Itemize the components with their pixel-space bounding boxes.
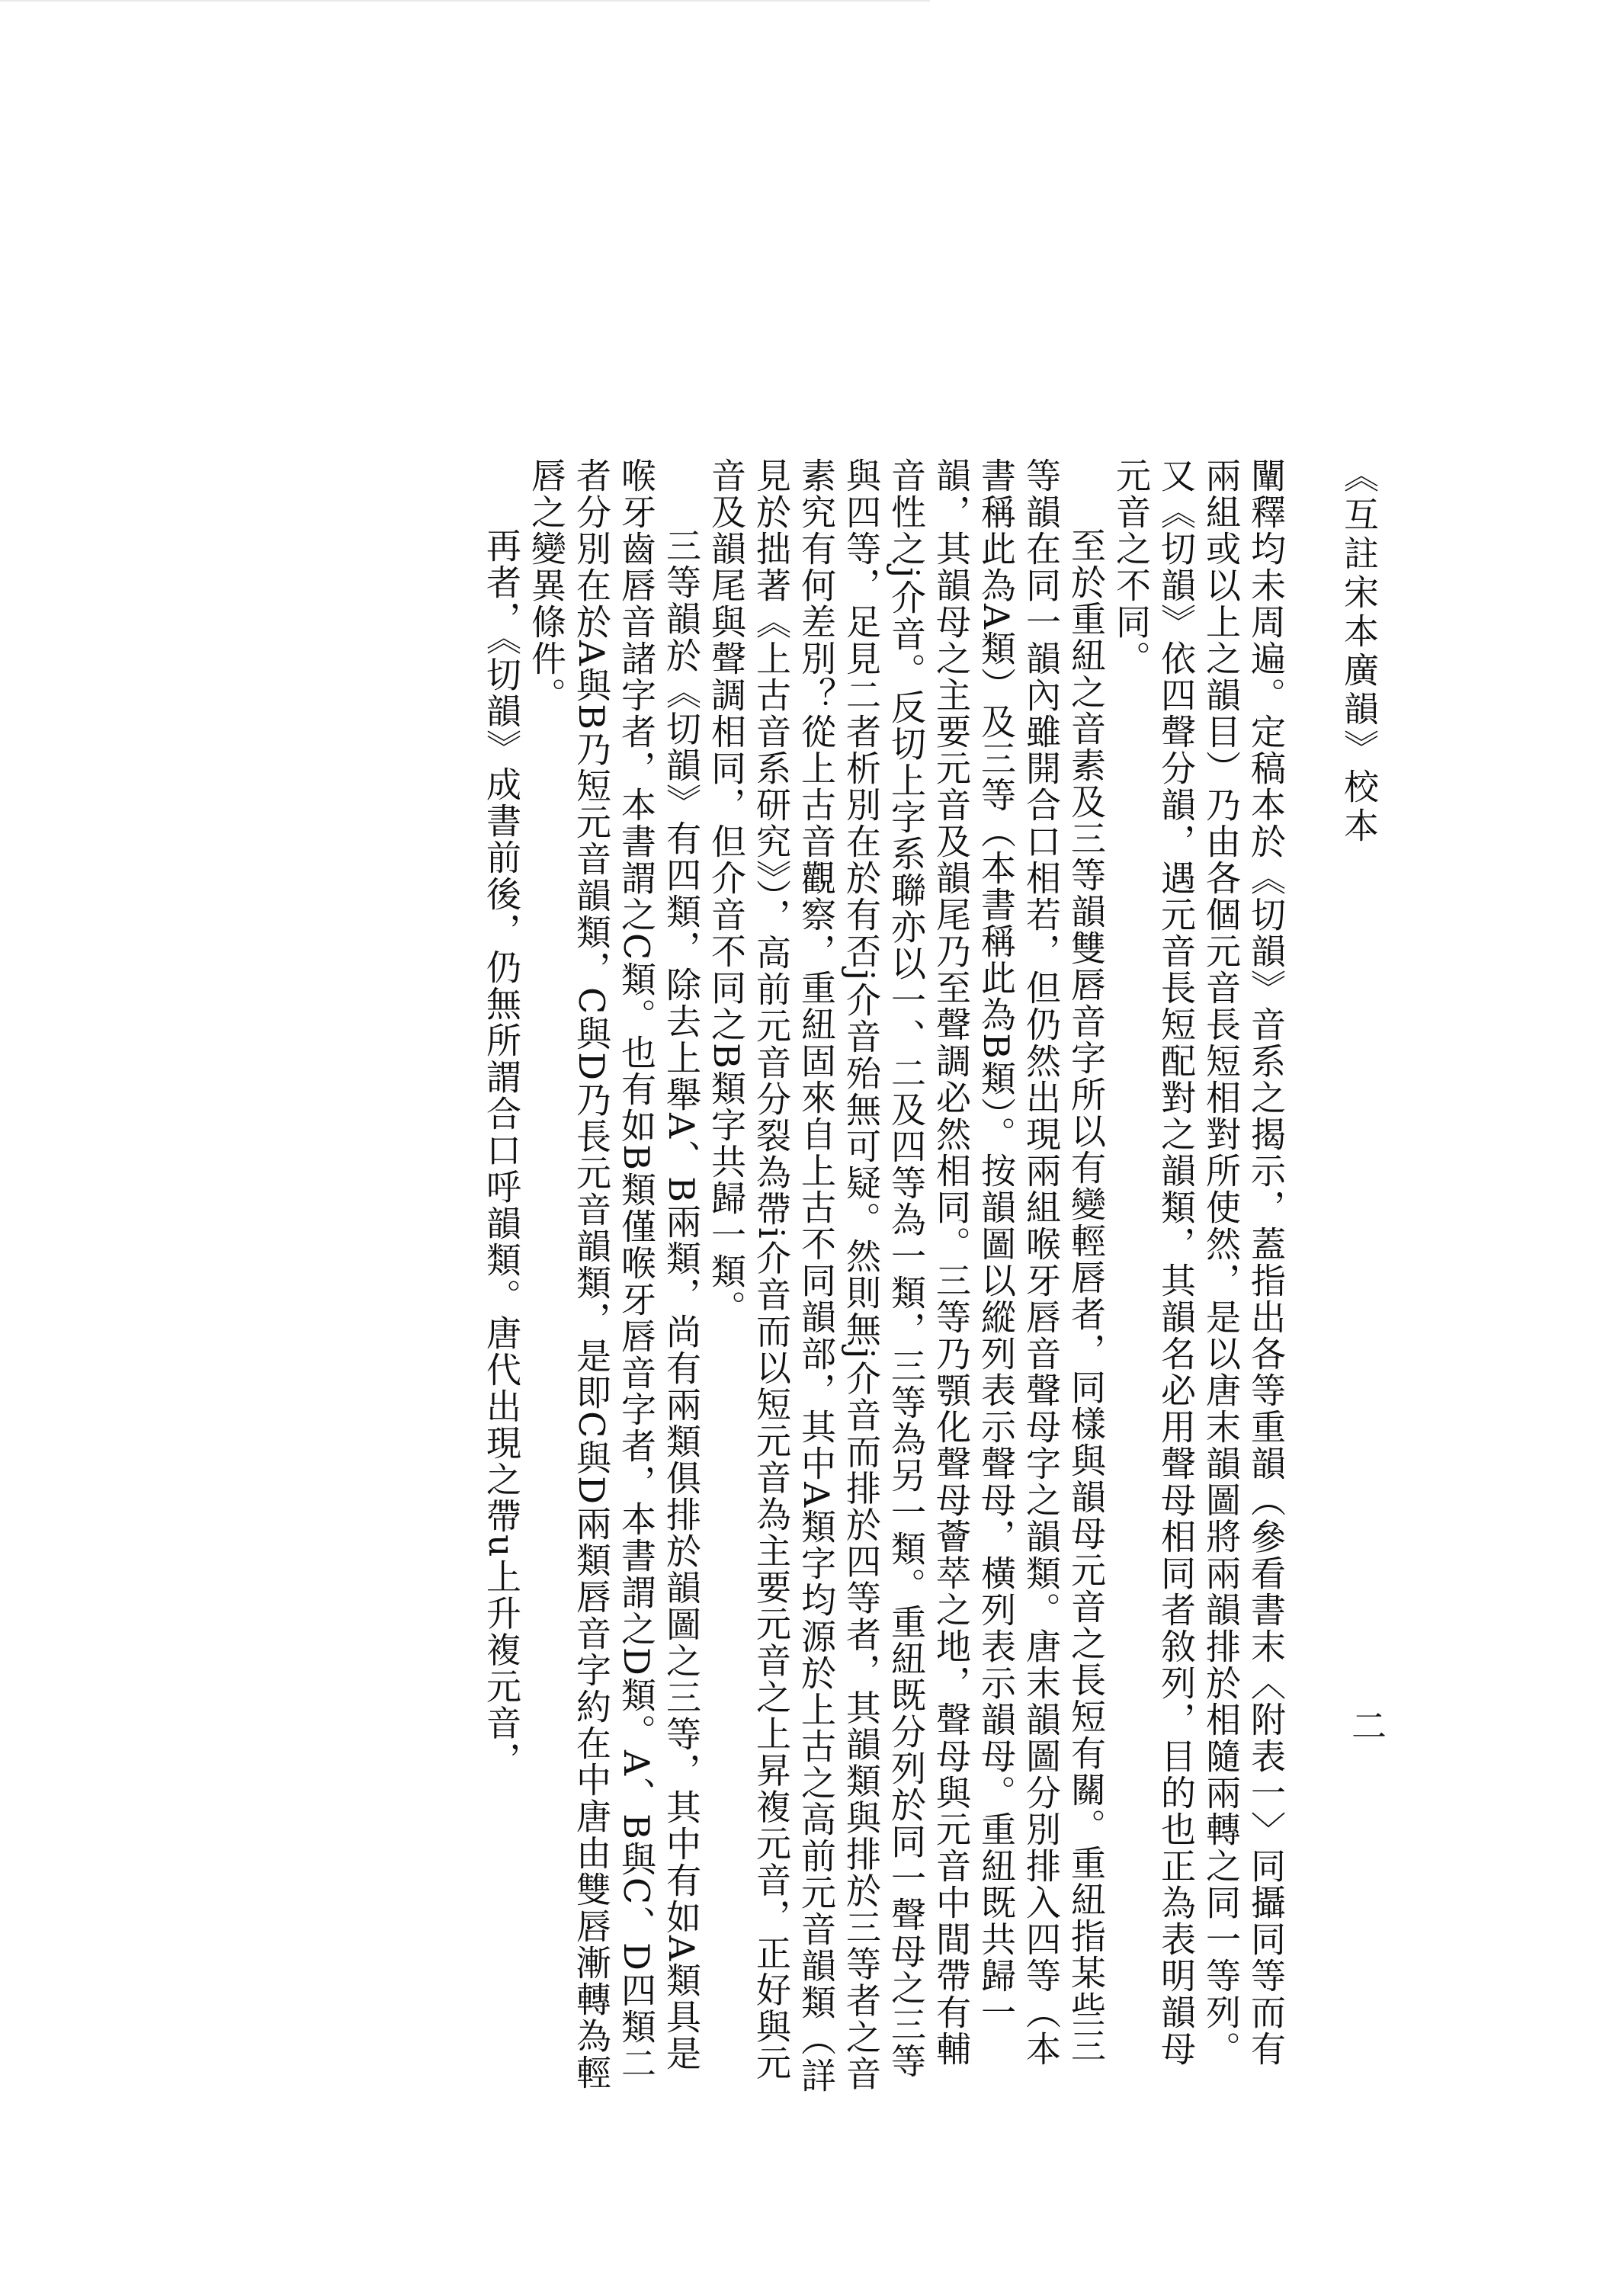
paragraph-1: 闡釋均未周遍。定稿本於《切韻》音系之揭示，蓋指出各等重韻（參看書末〈附表一〉同攝同等而有兩組或以上之韻目）乃由各個元音長短相對所使然，是以唐末韻圖將兩韻排於相隨兩轉之同一等列。又《切韻》依四聲分韻，遇元音長短配對之韻類，其韻名必用聲母相同者敘列，目的也正為表明韻母元音之不同。 [1111,457,1287,2067]
paragraph-3: 三等韻於《切韻》有四類，除去上舉A、B兩類，尚有兩類俱排於韻圖之三等，其中有如A類具是喉牙齒唇音諸字者，本書謂之C類。也有如B類僅喉牙唇音字者，本書謂之D類。A、B與C、D四類二者分別在於A與B乃短元音韻類，C與D乃長元音韻類，是即C與D兩類唇音字約在中唐由雙唇漸轉為輕唇之變異條件。 [526,457,702,2092]
paragraph-2: 至於重紐之音素及三等韻雙唇音字所以有變輕唇者，同樣與韻母元音之長短有關。重紐指某些三等韻在同一韻內雖開合口相若，但仍然出現兩組喉牙唇音聲母字之韻類。唐末韻圖分別排入四等（本書稱此為A類）及三等（本書稱此為B類）。按韻圖以縱列表示聲母，橫列表示韻母。重紐既共歸一韻，其韻母之主要元音及韻尾乃至聲調必然相同。三等乃顎化聲母薈萃之地，聲母與元音中間帶有輔音性之j介音。反切上字系聯亦以一、二及四等為一類，三等為另一類。重紐既分列於同一聲母之三等與四等，足見二者析別在於有否j介音殆無可疑。然則無j介音而排於四等者，其韻類與排於三等者之音素究有何差別？從上古音觀察，重紐固來自上古不同韻部，其中A類字均源於上古之高前元音韻類（詳見於拙著《上古音系研究》），高前元音分裂為帶i介音而以短元音為主要元音之上昇複元音，正好與元音及韻尾與聲調相同，但介音不同之B類字共歸一類。 [706,457,1107,2095]
running-header-title: 《互註宋本廣韻》校本 [1339,457,1380,846]
scan-edge-line [0,0,930,2]
paragraph-4: 再者，《切韻》成書前後，仍無所謂合口呼韻類。唐代出現之帶u上升複元音， [481,528,522,1778]
page-number: 二 [1346,1708,1387,1743]
body-text [313,457,1288,2096]
